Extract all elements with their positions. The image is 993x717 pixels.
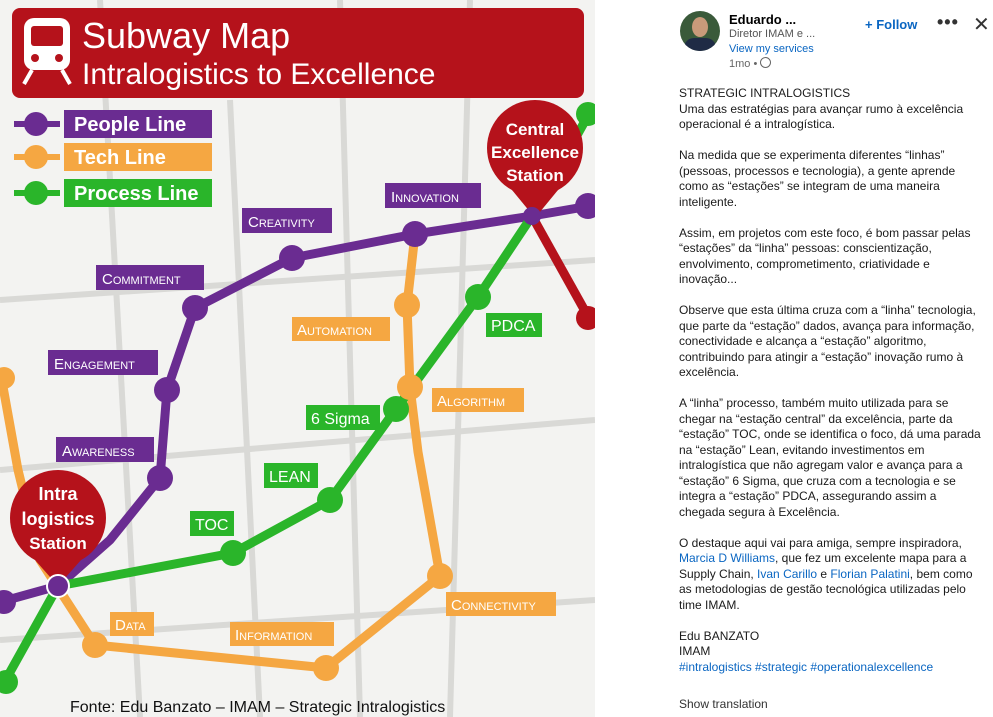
label-6sigma: 6 Sigma	[311, 411, 370, 428]
post-text	[679, 86, 985, 675]
mention-florian[interactable]: Florian Palatini	[830, 566, 910, 581]
avatar[interactable]	[680, 11, 720, 51]
post-paragraph-1: STRATEGIC INTRALOGISTICS Uma das estratégias para avançar rumo à excelência operacional é a intralogística.	[679, 86, 964, 131]
p6-mid2: e	[817, 566, 831, 581]
post-paragraph-4: Observe que esta última cruza com a “linha” tecnologia, que parte da “estação” dados, avança para informação, conectividade e alcança a “estação” algoritmo, contribuindo para atingir a “estação” inovação rumo à excelência.	[679, 303, 976, 379]
post-side-panel	[595, 0, 993, 717]
view-services-link[interactable]: View my services	[729, 43, 814, 55]
label-innovation: Innovation	[391, 189, 459, 206]
post-paragraph-6	[679, 536, 985, 614]
intra-line2: logistics	[21, 509, 95, 529]
image-source: Fonte: Edu Banzato – IMAM – Strategic Intralogistics	[70, 699, 446, 716]
post-paragraph-2: Na medida que se experimenta diferentes “linhas” (pessoas, processos e tecnologia), a gente aprende como as “estações” se integram de uma maneira inteligente.	[679, 148, 956, 209]
label-engagement: Engagement	[54, 356, 135, 373]
label-creativity: Creativity	[248, 214, 315, 231]
p6-mid1: , que fez um excelente mapa para a Supply Chain,	[679, 551, 967, 581]
p6-end: , bem como as metodologias de gestão tecnológica utilizadas pelo time IMAM.	[679, 566, 973, 612]
show-translation-button[interactable]: Show translation	[679, 697, 768, 711]
author-name[interactable]: Eduardo ...	[729, 12, 797, 27]
globe-icon	[760, 57, 771, 68]
post-time-text: 1mo •	[729, 58, 758, 70]
label-commitment: Commitment	[102, 271, 181, 288]
intra-line3: Station	[29, 534, 87, 553]
post-time	[729, 57, 771, 70]
map-subtitle: Intralogistics to Excellence	[82, 58, 436, 91]
central-line2: Excellence	[491, 143, 579, 162]
label-awareness: Awareness	[62, 443, 135, 460]
red-line	[532, 216, 590, 320]
post-paragraph-5: A “linha” processo, também muito utilizada para se chegar na “estação central” da excelência, parte da “estação” TOC, onde se identifica o foco, dá uma parada na “estação” Lean, evitando investimentos em intralogística que não agregam valor e avança para a “estação” 6 Sigma, que cruza com a tecnologia e se integra a “estação” PDCA, assegurando assim a chegada segura à Excelência.	[679, 396, 981, 519]
follow-button[interactable]: + Follow	[865, 17, 918, 32]
label-lean: LEAN	[269, 469, 311, 486]
label-automation: Automation	[297, 322, 372, 339]
author-title: Diretor IMAM e ...	[729, 28, 816, 40]
p6-start: O destaque aqui vai para amiga, sempre inspiradora,	[679, 535, 962, 550]
map-title: Subway Map	[82, 15, 291, 56]
close-icon[interactable]: ✕	[973, 14, 990, 36]
mention-ivan[interactable]: Ivan Carillo	[757, 566, 818, 581]
hashtags[interactable]: #intralogistics #strategic #operationalexcellence	[679, 659, 934, 674]
legend-tech: Tech Line	[74, 147, 166, 169]
label-connectivity: Connectivity	[451, 597, 536, 614]
intra-line1: Intra	[38, 484, 78, 504]
legend	[14, 110, 212, 207]
signature-name: Edu BANZATO	[679, 628, 760, 643]
red-station	[576, 306, 595, 330]
label-algorithm: Algorithm	[437, 393, 506, 410]
signature-company: IMAM	[679, 644, 711, 658]
label-toc: TOC	[195, 517, 229, 534]
more-options-icon[interactable]: •••	[937, 12, 959, 32]
legend-process: Process Line	[74, 183, 199, 205]
central-line3: Station	[506, 166, 564, 185]
label-data: Data	[115, 617, 146, 634]
mention-marcia[interactable]: Marcia D Williams	[679, 551, 775, 565]
label-pdca: PDCA	[491, 318, 536, 335]
label-information: Information	[235, 627, 313, 644]
post-paragraph-3: Assim, em projetos com este foco, é bom passar pelas “estações” da “linha” pessoas: conscientização, envolvimento, comprometimento, criatividade e inovação...	[679, 225, 971, 286]
central-line1: Central	[505, 120, 565, 139]
legend-people: People Line	[74, 114, 187, 136]
